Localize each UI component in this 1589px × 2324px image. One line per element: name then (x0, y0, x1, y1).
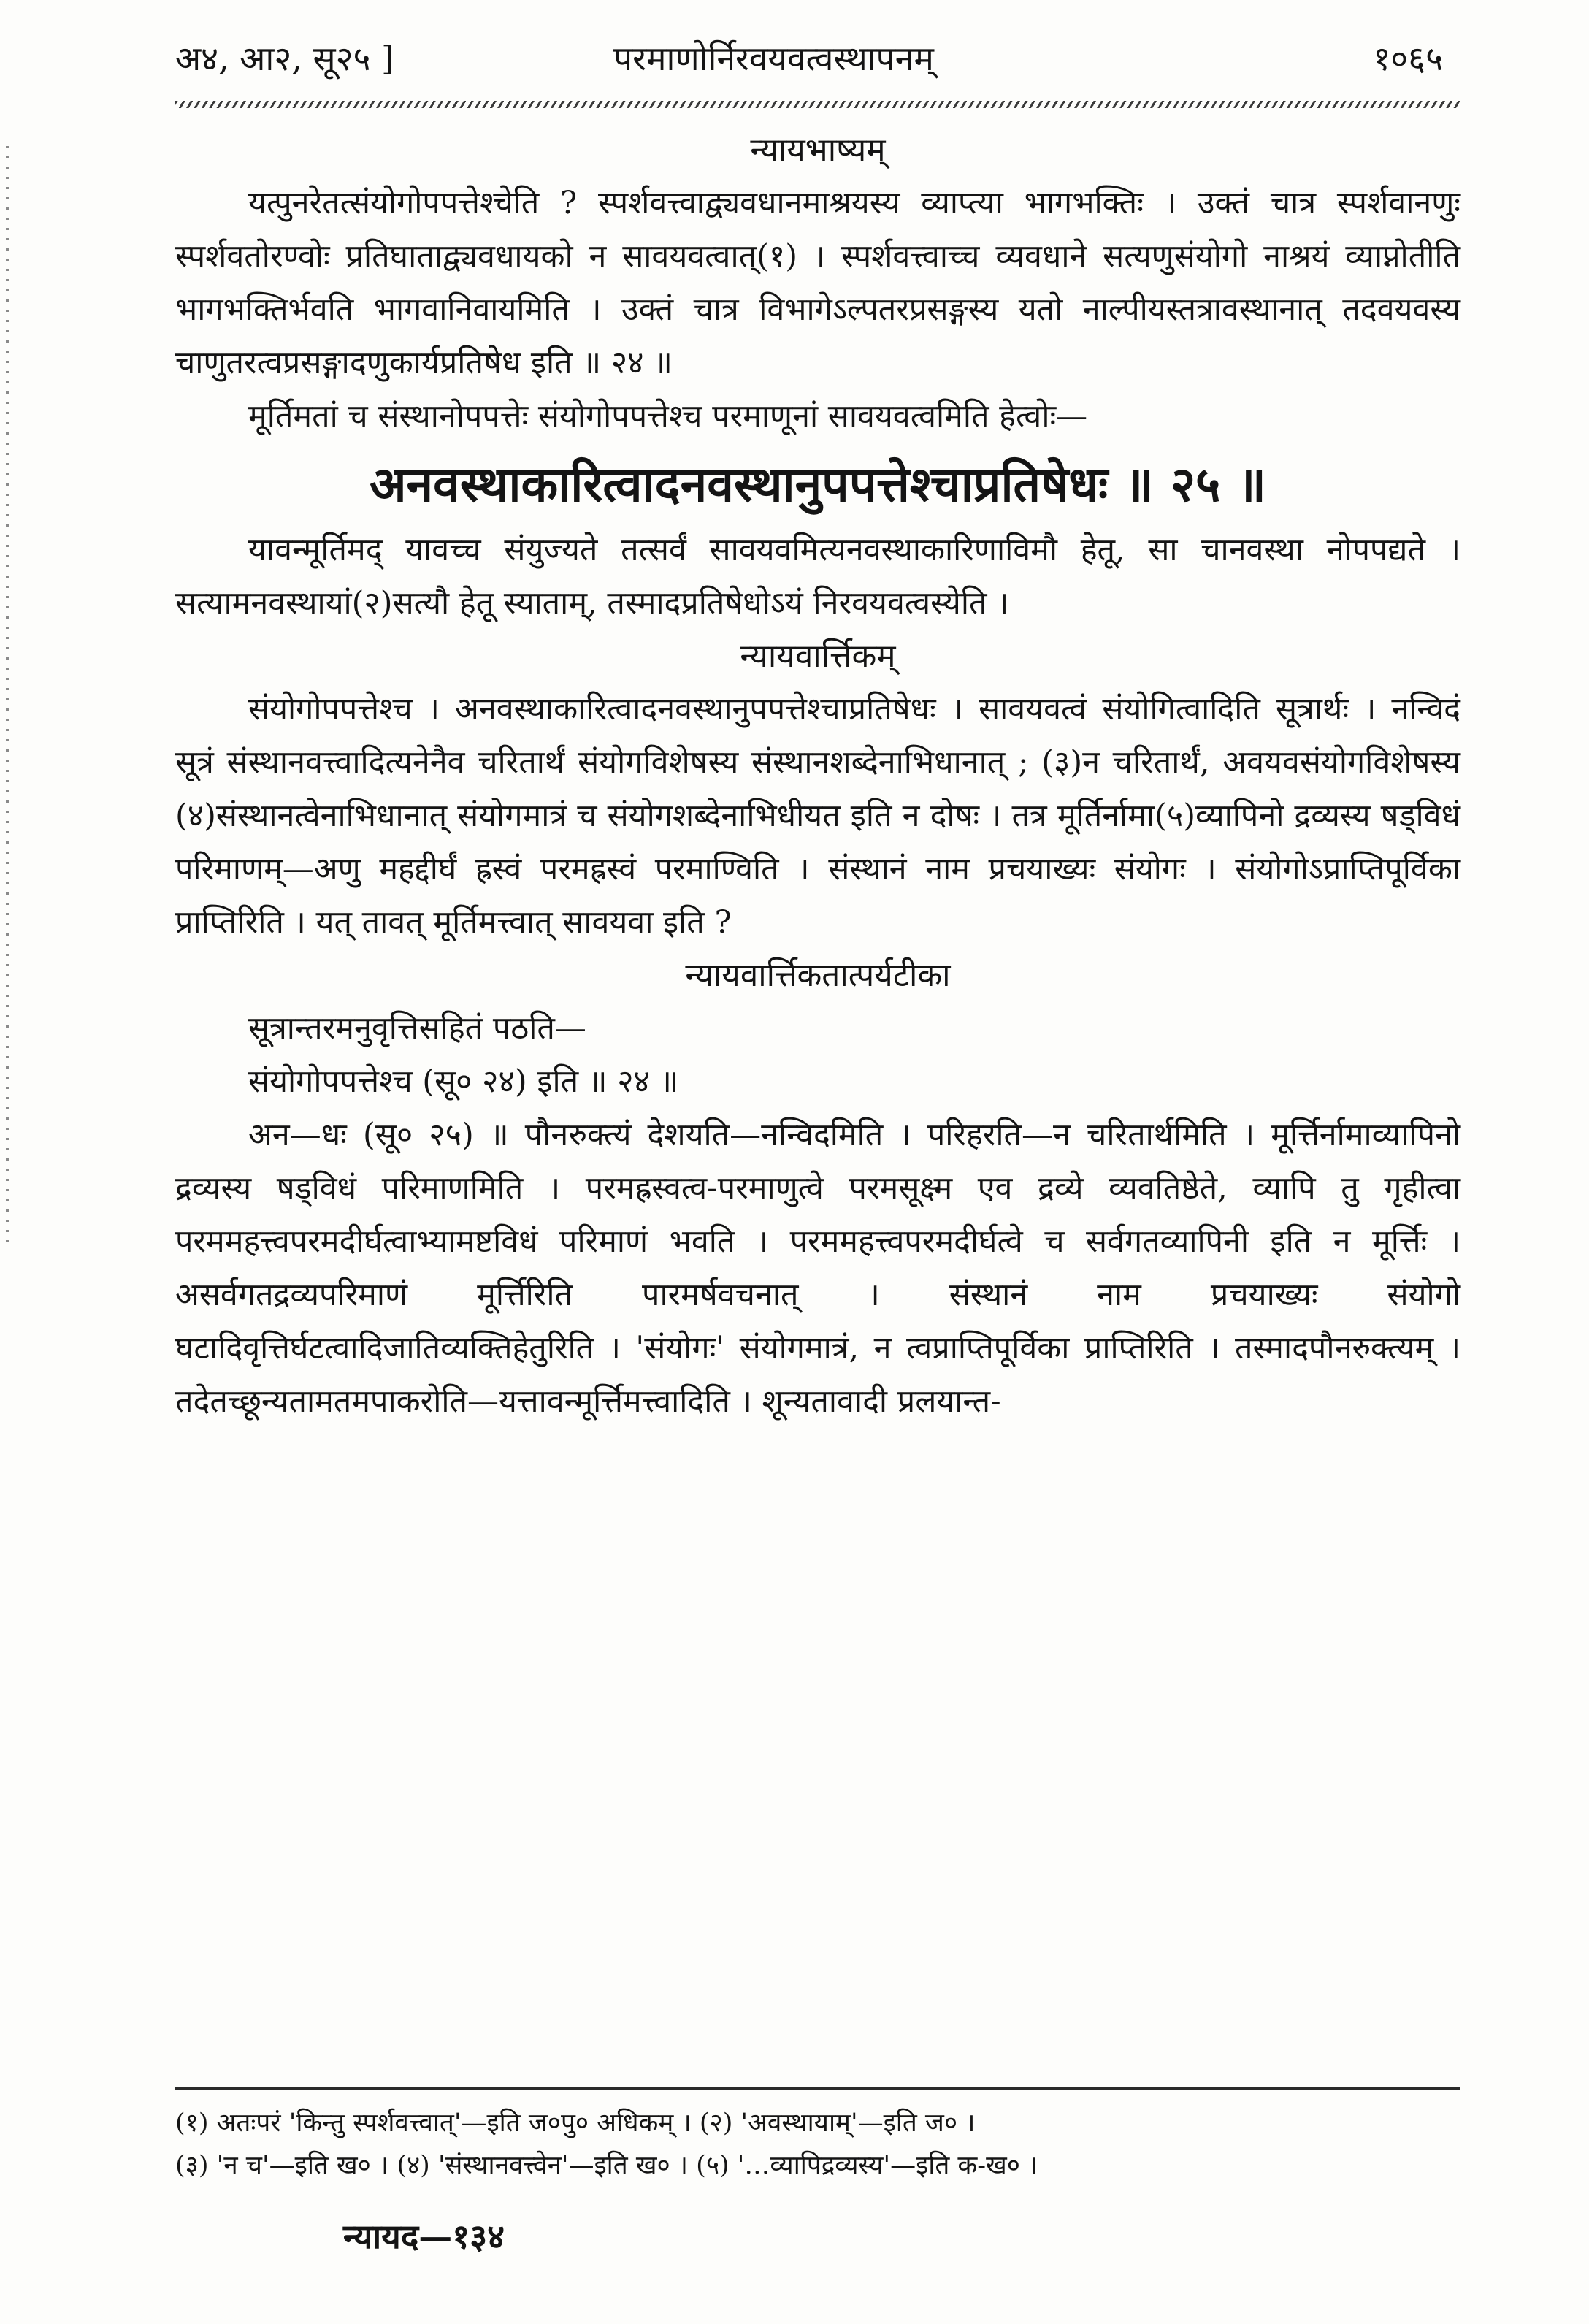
bhashya-paragraph-3: यावन्मूर्तिमद् यावच्च संयुज्यते तत्सर्वं सावयवमित्यनवस्थाकारिणाविमौ हेतू, सा चानवस्था नोपपद्यते । सत्यामनवस्थायां(२)सत्यौ हेतू स्याताम्, तस्मादप्रतिषेधोऽयं निरवयवत्वस्येति । (175, 532, 1460, 622)
footnotes (175, 2102, 1460, 2187)
footnote-rule (175, 2087, 1460, 2090)
binding-edge-mark (6, 146, 9, 1242)
header-reference: अ४, आ२, सू२५ ] (175, 39, 394, 78)
varttika-paragraph: संयोगोपपत्तेश्च । अनवस्थाकारित्वादनवस्थानुपपत्तेश्चाप्रतिषेधः । सावयवत्वं संयोगित्वादिति सूत्रार्थः । नन्विदं सूत्रं संस्थानवत्त्वादित्यनेनैव चरितार्थं संयोगविशेषस्य संस्थानशब्देनाभिधानात् ; (३)न चरितार्थं, अवयवसंयोगविशेषस्य (४)संस्थानत्वेनाभिधानात् संयोगमात्रं च संयोगशब्देनाभिधीयत इति न दोषः । तत्र मूर्तिर्नामा(५)व्यापिनो द्रव्यस्य षड्विधं परिमाणम्—अणु महद्दीर्घं ह्रस्वं परमह्रस्वं परमाण्विति । संस्थानं नाम प्रचयाख्यः संयोगः । संयोगोऽप्राप्तिपूर्विका प्राप्तिरिति । यत् तावत् मूर्तिमत्त्वात् सावयवा इति ? (175, 691, 1460, 941)
bhashya-paragraph-2: मूर्तिमतां च संस्थानोपपत्तेः संयोगोपपत्तेश्च परमाणूनां सावयवत्वमिति हेत्वोः— (248, 398, 1088, 435)
header-title: परमाणोर्निरवयवत्वस्थापनम् (613, 39, 934, 78)
footnote-line-1: (१) अतःपरं 'किन्तु स्पर्शवत्त्वात्'—इति ज०पु० अधिकम् । (२) 'अवस्थायाम्'—इति ज० । (175, 2109, 976, 2138)
section-heading-bhashya: न्यायभाष्यम् (750, 131, 886, 169)
tika-paragraph-2: संयोगोपपत्तेश्च (सू० २४) इति ॥ २४ ॥ (248, 1063, 679, 1100)
main-text (175, 124, 1460, 1429)
section-heading-tika: न्यायवार्त्तिकतात्पर्यटीका (685, 957, 951, 994)
page-number: १०६५ (1373, 39, 1443, 78)
signature-mark: न्यायद—१३४ (343, 2217, 505, 2256)
footnote-line-2: (३) 'न च'—इति ख० । (४) 'संस्थानवत्त्वेन'—इति ख० । (५) '…व्यापिद्रव्यस्य'—इति क-ख० । (175, 2151, 1038, 2180)
tika-paragraph-1: सूत्रान्तरमनुवृत्तिसहितं पठति— (248, 1010, 586, 1047)
header-wavy-rule (175, 101, 1460, 108)
tika-paragraph-3: अन—धः (सू० २५) ॥ पौनरुक्त्यं देशयति—नन्विदमिति । परिहरति—न चरितार्थमिति । मूर्त्तिर्नामाव्यापिनो द्रव्यस्य षड्विधं परिमाणमिति । परमह्रस्वत्व-परमाणुत्वे परमसूक्ष्म एव द्रव्ये व्यवतिष्ठेते, व्यापि तु गृहीत्वा परममहत्त्वपरमदीर्घत्वाभ्यामष्टविधं परिमाणं भवति । परममहत्त्वपरमदीर्घत्वे च सर्वगतव्यापिनी इति न मूर्त्तिः । असर्वगतद्रव्यपरिमाणं मूर्त्तिरिति पारमर्षवचनात् । संस्थानं नाम प्रचयाख्यः संयोगो घटादिवृत्तिर्घटत्वादिजातिव्यक्तिहेतुरिति । 'संयोगः' संयोगमात्रं, न त्वप्राप्तिपूर्विका प्राप्तिरिति । तस्मादपौनरुक्त्यम् । तदेतच्छून्यतामतमपाकरोति—यत्तावन्मूर्त्तिमत्त्वादिति । शून्यतावादी प्रलयान्त- (175, 1117, 1460, 1420)
running-header (175, 35, 1443, 93)
bhashya-paragraph-1: यत्पुनरेतत्संयोगोपपत्तेश्चेति ? स्पर्शवत्त्वाद्व्यवधानमाश्रयस्य व्याप्त्या भागभक्तिः । उक्तं चात्र स्पर्शवानणुः स्पर्शवतोरण्वोः प्रतिघाताद्व्यवधायको न सावयवत्वात्(१) । स्पर्शवत्त्वाच्च व्यवधाने सत्यणुसंयोगो नाश्रयं व्याप्नोतीति भागभक्तिर्भवति भागवानिवायमिति । उक्तं चात्र विभागेऽल्पतरप्रसङ्गस्य यतो नाल्पीयस्तत्रावस्थानात् तदवयवस्य चाणुतरत्वप्रसङ्गादणुकार्यप्रतिषेध इति ॥ २४ ॥ (175, 185, 1460, 381)
section-heading-varttika: न्यायवार्त्तिकम् (740, 638, 896, 675)
sutra-text: अनवस्थाकारित्वादनवस्थानुपपत्तेश्चाप्रतिषेधः ॥ २५ ॥ (370, 456, 1266, 513)
